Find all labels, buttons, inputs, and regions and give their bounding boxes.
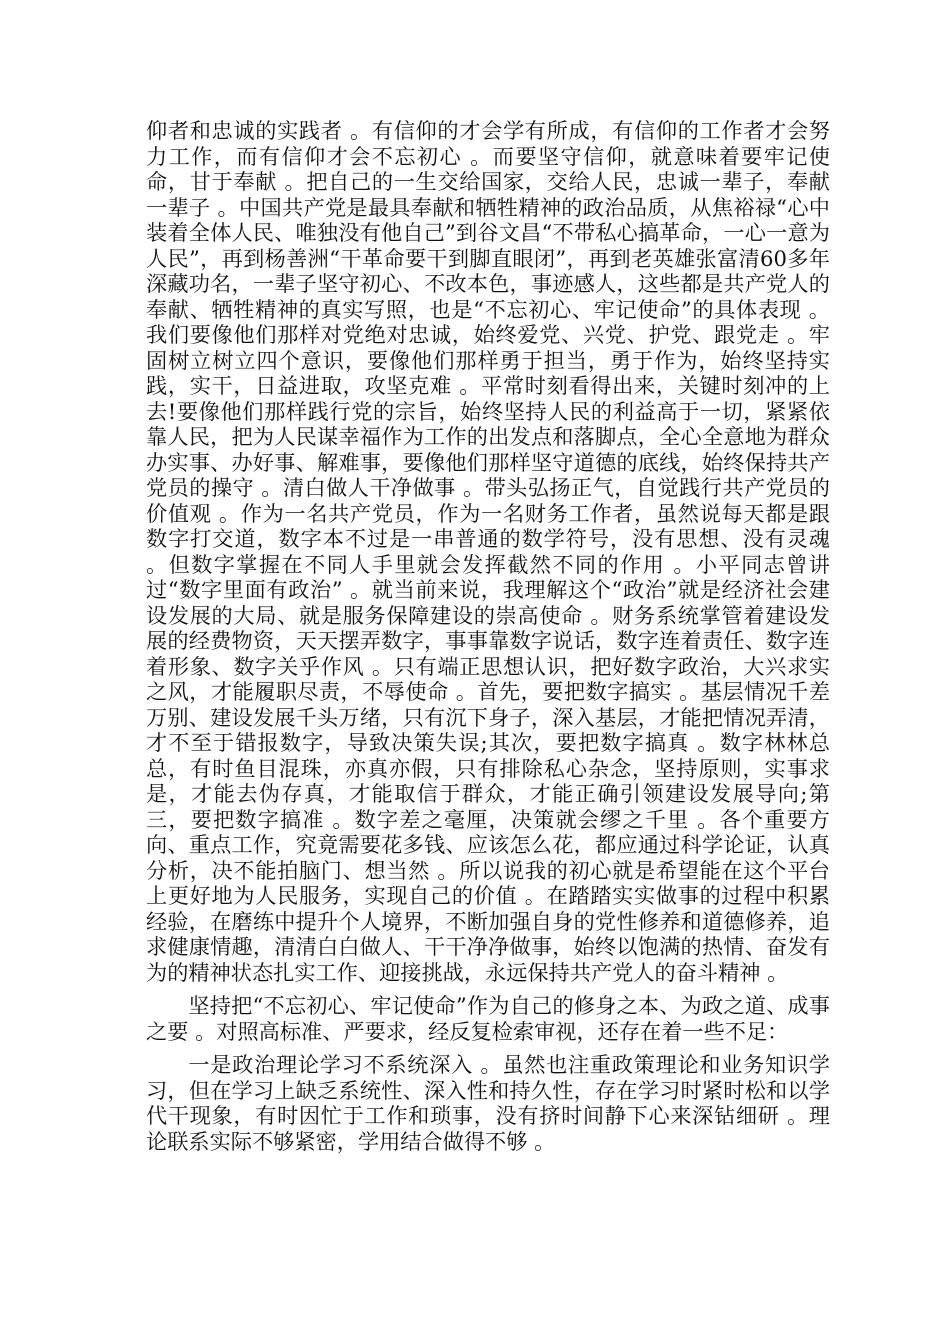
body-paragraph-shortcoming-one: 一是政治理论学习不系统深入 。虽然也注重政策理论和业务知识学习，但在学习上缺乏系统性、深入性和持久性，存在学习时紧时松和以学代干现象，有时因忙于工作和琐事，没有挤时间静下心来深钻细研 。理论联系实际不够紧密，学用结合做得不够 。 — [146, 1052, 830, 1154]
body-paragraph-commitment: 坚持把“不忘初心、牢记使命”作为自己的修身之本、为政之道、成事之要 。对照高标准、严要求，经反复检索审视，还存在着一些不足： — [146, 993, 830, 1044]
body-paragraph-continued: 仰者和忠诚的实践者 。有信仰的才会学有所成，有信仰的工作者才会努力工作，而有信仰才会不忘初心 。而要坚守信仰，就意味着要牢记使命，甘于奉献 。把自己的一生交给国家，交给人民，忠诚一辈子，奉献一辈子 。中国共产党是最具奉献和牺牲精神的政治品质，从焦裕禄“心中装着全体人民、唯独没有他自己”到谷文昌“不带私心搞革命，一心一意为人民”，再到杨善洲“干革命要干到脚直眼闭”，再到老英雄张富清60多年深藏功名，一辈子坚守初心、不改本色，事迹感人，这些都是共产党人的奉献、牺牲精神的真实写照，也是“不忘初心、牢记使命”的具体表现 。我们要像他们那样对党绝对忠诚，始终爱党、兴党、护党、跟党走 。牢固树立树立四个意识，要像他们那样勇于担当，勇于作为，始终坚持实践，实干，日益进取，攻坚克难 。平常时刻看得出来，关键时刻冲的上去!要像他们那样践行党的宗旨，始终坚持人民的利益高于一切，紧紧依靠人民，把为人民谋幸福作为工作的出发点和落脚点，全心全意地为群众办实事、办好事、解难事，要像他们那样坚守道德的底线，始终保持共产党员的操守 。清白做人干净做事 。带头弘扬正气，自觉践行共产党员的价值观 。作为一名共产党员，作为一名财务工作者，虽然说每天都是跟数字打交道，数字本不过是一串普通的数学符号，没有思想、没有灵魂 。但数字掌握在不同人手里就会发挥截然不同的作用 。小平同志曾讲过“数字里面有政治” 。就当前来说，我理解这个“政治”就是经济社会建设发展的大局、就是服务保障建设的崇高使命 。财务系统掌管着建设发展的经费物资，天天摆弄数字，事事靠数字说话，数字连着责任、数字连着形象、数字关乎作风 。只有端正思想认识，把好数字政治，大兴求实之风，才能履职尽责，不辱使命 。首先，要把数字搞实 。基层情况千差万别、建设发展千头万绪，只有沉下身子，深入基层，才能把情况弄清，才不至于错报数字，导致决策失误;其次，要把数字搞真 。数字林林总总，有时鱼目混珠，亦真亦假，只有排除私心杂念，坚持原则，实事求是，才能去伪存真，才能取信于群众，才能正确引领建设发展导向;第三，要把数字搞准 。数字差之毫厘，决策就会缪之千里 。各个重要方向、重点工作，究竟需要花多钱、应该怎么花，都应通过科学论证，认真分析，决不能拍脑门、想当然 。所以说我的初心就是希望能在这个平台上更好地为人民服务，实现自己的价值 。在踏踏实实做事的过程中积累经验，在磨练中提升个人境界，不断加强自身的党性修养和道德修养，追求健康情趣，清清白白做人、干干净净做事，始终以饱满的热情、奋发有为的精神状态扎实工作、迎接挑战，永远保持共产党人的奋斗精神 。 — [146, 118, 830, 985]
document-page — [146, 118, 830, 1154]
